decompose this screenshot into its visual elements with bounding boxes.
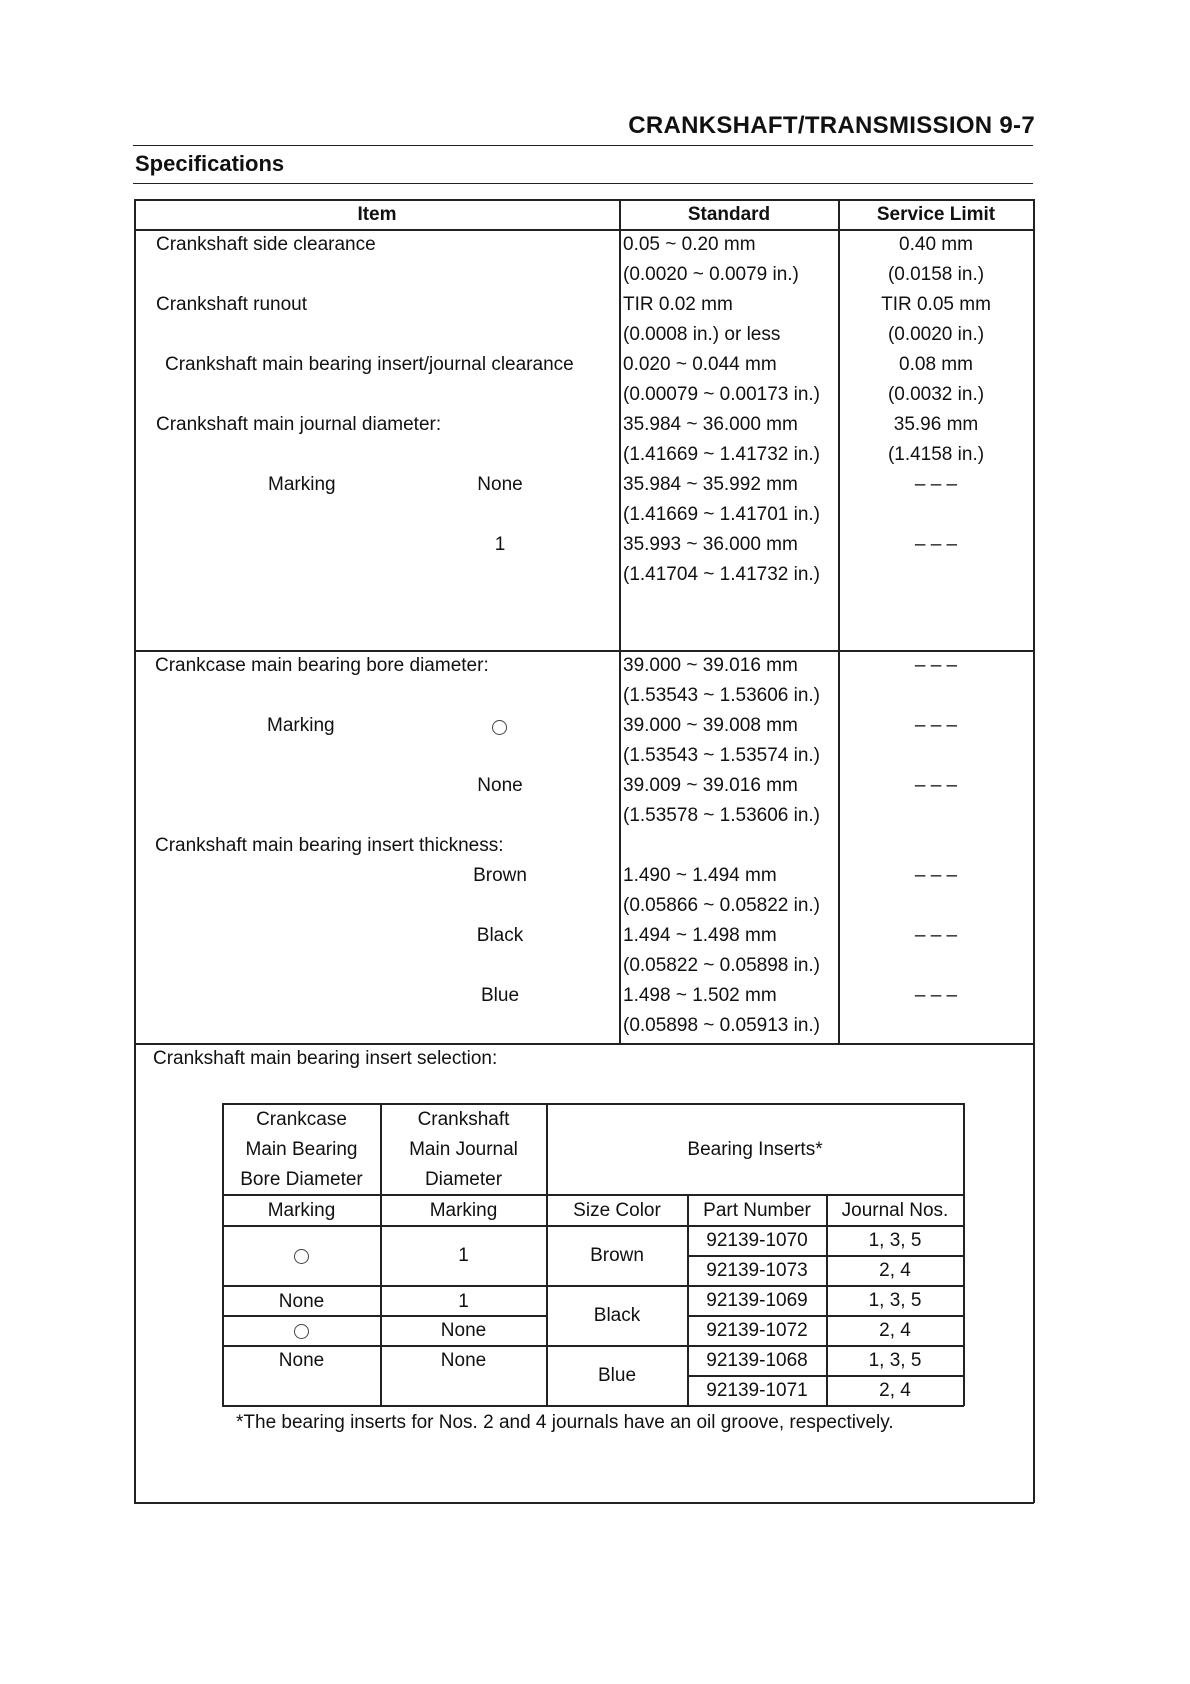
limit-mm: TIR 0.05 mm xyxy=(881,294,991,315)
sub-marking-bore: Marking xyxy=(267,1200,336,1221)
journal-marking: 1 xyxy=(458,1245,469,1266)
standard-mm: 1.490 ~ 1.494 mm xyxy=(623,865,777,886)
section-rule xyxy=(133,183,1033,184)
item-label: Crankshaft side clearance xyxy=(156,234,376,255)
journal-nos: 2, 4 xyxy=(879,1260,911,1281)
journal-nos: 2, 4 xyxy=(879,1380,911,1401)
marking-value: None xyxy=(477,474,523,495)
limit: – – – xyxy=(914,775,958,796)
part-number: 92139-1072 xyxy=(706,1320,808,1341)
marking-label: Marking xyxy=(268,474,336,495)
item-label: Crankshaft main journal diameter: xyxy=(156,414,442,435)
bore-marking: None xyxy=(278,1350,325,1371)
limit-in: (1.4158 in.) xyxy=(887,444,985,465)
sub-part-number: Part Number xyxy=(703,1200,811,1221)
bearing-inserts-header: Bearing Inserts* xyxy=(687,1139,823,1160)
limit: – – – xyxy=(914,925,958,946)
limit: – – – xyxy=(914,534,958,555)
limit: – – – xyxy=(914,985,958,1006)
limit-in: (0.0032 in.) xyxy=(887,384,985,405)
insert-thickness-label: Crankshaft main bearing insert thickness: xyxy=(155,835,504,856)
size-color: Blue xyxy=(597,1365,637,1386)
journal-marking: None xyxy=(440,1320,487,1341)
standard-in: (1.41669 ~ 1.41701 in.) xyxy=(623,504,821,525)
journal-nos: 1, 3, 5 xyxy=(868,1230,922,1251)
sub-journal-nos: Journal Nos. xyxy=(841,1200,949,1221)
marking-value: 1 xyxy=(494,534,506,555)
standard-in: (0.05866 ~ 0.05822 in.) xyxy=(623,895,821,916)
marking-label: Marking xyxy=(267,715,335,736)
page-header-title: CRANKSHAFT/TRANSMISSION 9-7 xyxy=(628,112,1035,139)
header-item: Item xyxy=(357,204,397,225)
standard-in: (1.53543 ~ 1.53574 in.) xyxy=(623,745,821,766)
limit-mm: 0.08 mm xyxy=(899,354,973,375)
item-label: Crankshaft main bearing insert/journal clearance xyxy=(165,354,574,375)
limit-in: (0.0020 in.) xyxy=(887,324,985,345)
part-number: 92139-1069 xyxy=(706,1290,808,1311)
size-color: Brown xyxy=(590,1245,644,1266)
standard-mm: 35.984 ~ 35.992 mm xyxy=(623,474,798,495)
size-color: Black xyxy=(593,1305,641,1326)
circle-mark-icon xyxy=(492,720,507,740)
marking-value: None xyxy=(477,775,523,796)
header-standard: Standard xyxy=(687,204,771,225)
standard-mm: 39.000 ~ 39.016 mm xyxy=(623,655,798,676)
header-service-limit: Service Limit xyxy=(876,204,996,225)
col2-line2: Main Journal xyxy=(409,1139,518,1160)
standard-mm: 39.009 ~ 39.016 mm xyxy=(623,775,798,796)
bore-marking: None xyxy=(278,1291,325,1312)
col2-line1: Crankshaft xyxy=(417,1109,510,1130)
journal-marking: None xyxy=(440,1350,487,1371)
color-value: Brown xyxy=(473,865,527,886)
standard-mm: 0.020 ~ 0.044 mm xyxy=(623,354,777,375)
journal-nos: 1, 3, 5 xyxy=(868,1290,922,1311)
section-title: Specifications xyxy=(135,151,285,176)
selection-label: Crankshaft main bearing insert selection: xyxy=(153,1048,498,1069)
limit: – – – xyxy=(914,655,958,676)
limit-mm: 35.96 mm xyxy=(893,414,979,435)
standard-mm: 1.498 ~ 1.502 mm xyxy=(623,985,777,1006)
standard-in: (1.53543 ~ 1.53606 in.) xyxy=(623,685,821,706)
item-label: Crankcase main bearing bore diameter: xyxy=(155,655,489,676)
journal-marking: 1 xyxy=(458,1291,469,1312)
col1-line1: Crankcase xyxy=(256,1109,347,1130)
standard-mm: 39.000 ~ 39.008 mm xyxy=(623,715,798,736)
limit: – – – xyxy=(914,474,958,495)
limit: – – – xyxy=(914,865,958,886)
standard-in: (1.41704 ~ 1.41732 in.) xyxy=(623,564,821,585)
limit: – – – xyxy=(914,715,958,736)
standard-in: (1.53578 ~ 1.53606 in.) xyxy=(623,805,821,826)
header-rule xyxy=(133,145,1033,146)
standard-mm: TIR 0.02 mm xyxy=(623,294,733,315)
col1-line3: Bore Diameter xyxy=(240,1169,363,1190)
limit-in: (0.0158 in.) xyxy=(887,264,985,285)
color-value: Blue xyxy=(480,985,520,1006)
standard-mm: 35.984 ~ 36.000 mm xyxy=(623,414,798,435)
col1-line2: Main Bearing xyxy=(245,1139,358,1160)
standard-in: (0.0020 ~ 0.0079 in.) xyxy=(623,264,799,285)
part-number: 92139-1073 xyxy=(706,1260,808,1281)
part-number: 92139-1068 xyxy=(706,1350,808,1371)
standard-in: (0.00079 ~ 0.00173 in.) xyxy=(623,384,821,405)
color-value: Black xyxy=(476,925,524,946)
footnote: *The bearing inserts for Nos. 2 and 4 journals have an oil groove, respectively. xyxy=(236,1412,894,1433)
standard-mm: 1.494 ~ 1.498 mm xyxy=(623,925,777,946)
sub-marking-journal: Marking xyxy=(429,1200,498,1221)
journal-nos: 1, 3, 5 xyxy=(868,1350,922,1371)
part-number: 92139-1070 xyxy=(706,1230,808,1251)
col2-line3: Diameter xyxy=(424,1169,503,1190)
standard-in: (0.0008 in.) or less xyxy=(623,324,781,345)
part-number: 92139-1071 xyxy=(706,1380,808,1401)
standard-in: (0.05898 ~ 0.05913 in.) xyxy=(623,1015,821,1036)
journal-nos: 2, 4 xyxy=(879,1320,911,1341)
circle-mark-icon xyxy=(294,1249,309,1269)
sub-size-color: Size Color xyxy=(573,1200,661,1221)
circle-mark-icon xyxy=(294,1324,309,1344)
standard-in: (1.41669 ~ 1.41732 in.) xyxy=(623,444,821,465)
standard-mm: 35.993 ~ 36.000 mm xyxy=(623,534,798,555)
standard-mm: 0.05 ~ 0.20 mm xyxy=(623,234,756,255)
limit-mm: 0.40 mm xyxy=(899,234,973,255)
standard-in: (0.05822 ~ 0.05898 in.) xyxy=(623,955,821,976)
item-label: Crankshaft runout xyxy=(156,294,308,315)
